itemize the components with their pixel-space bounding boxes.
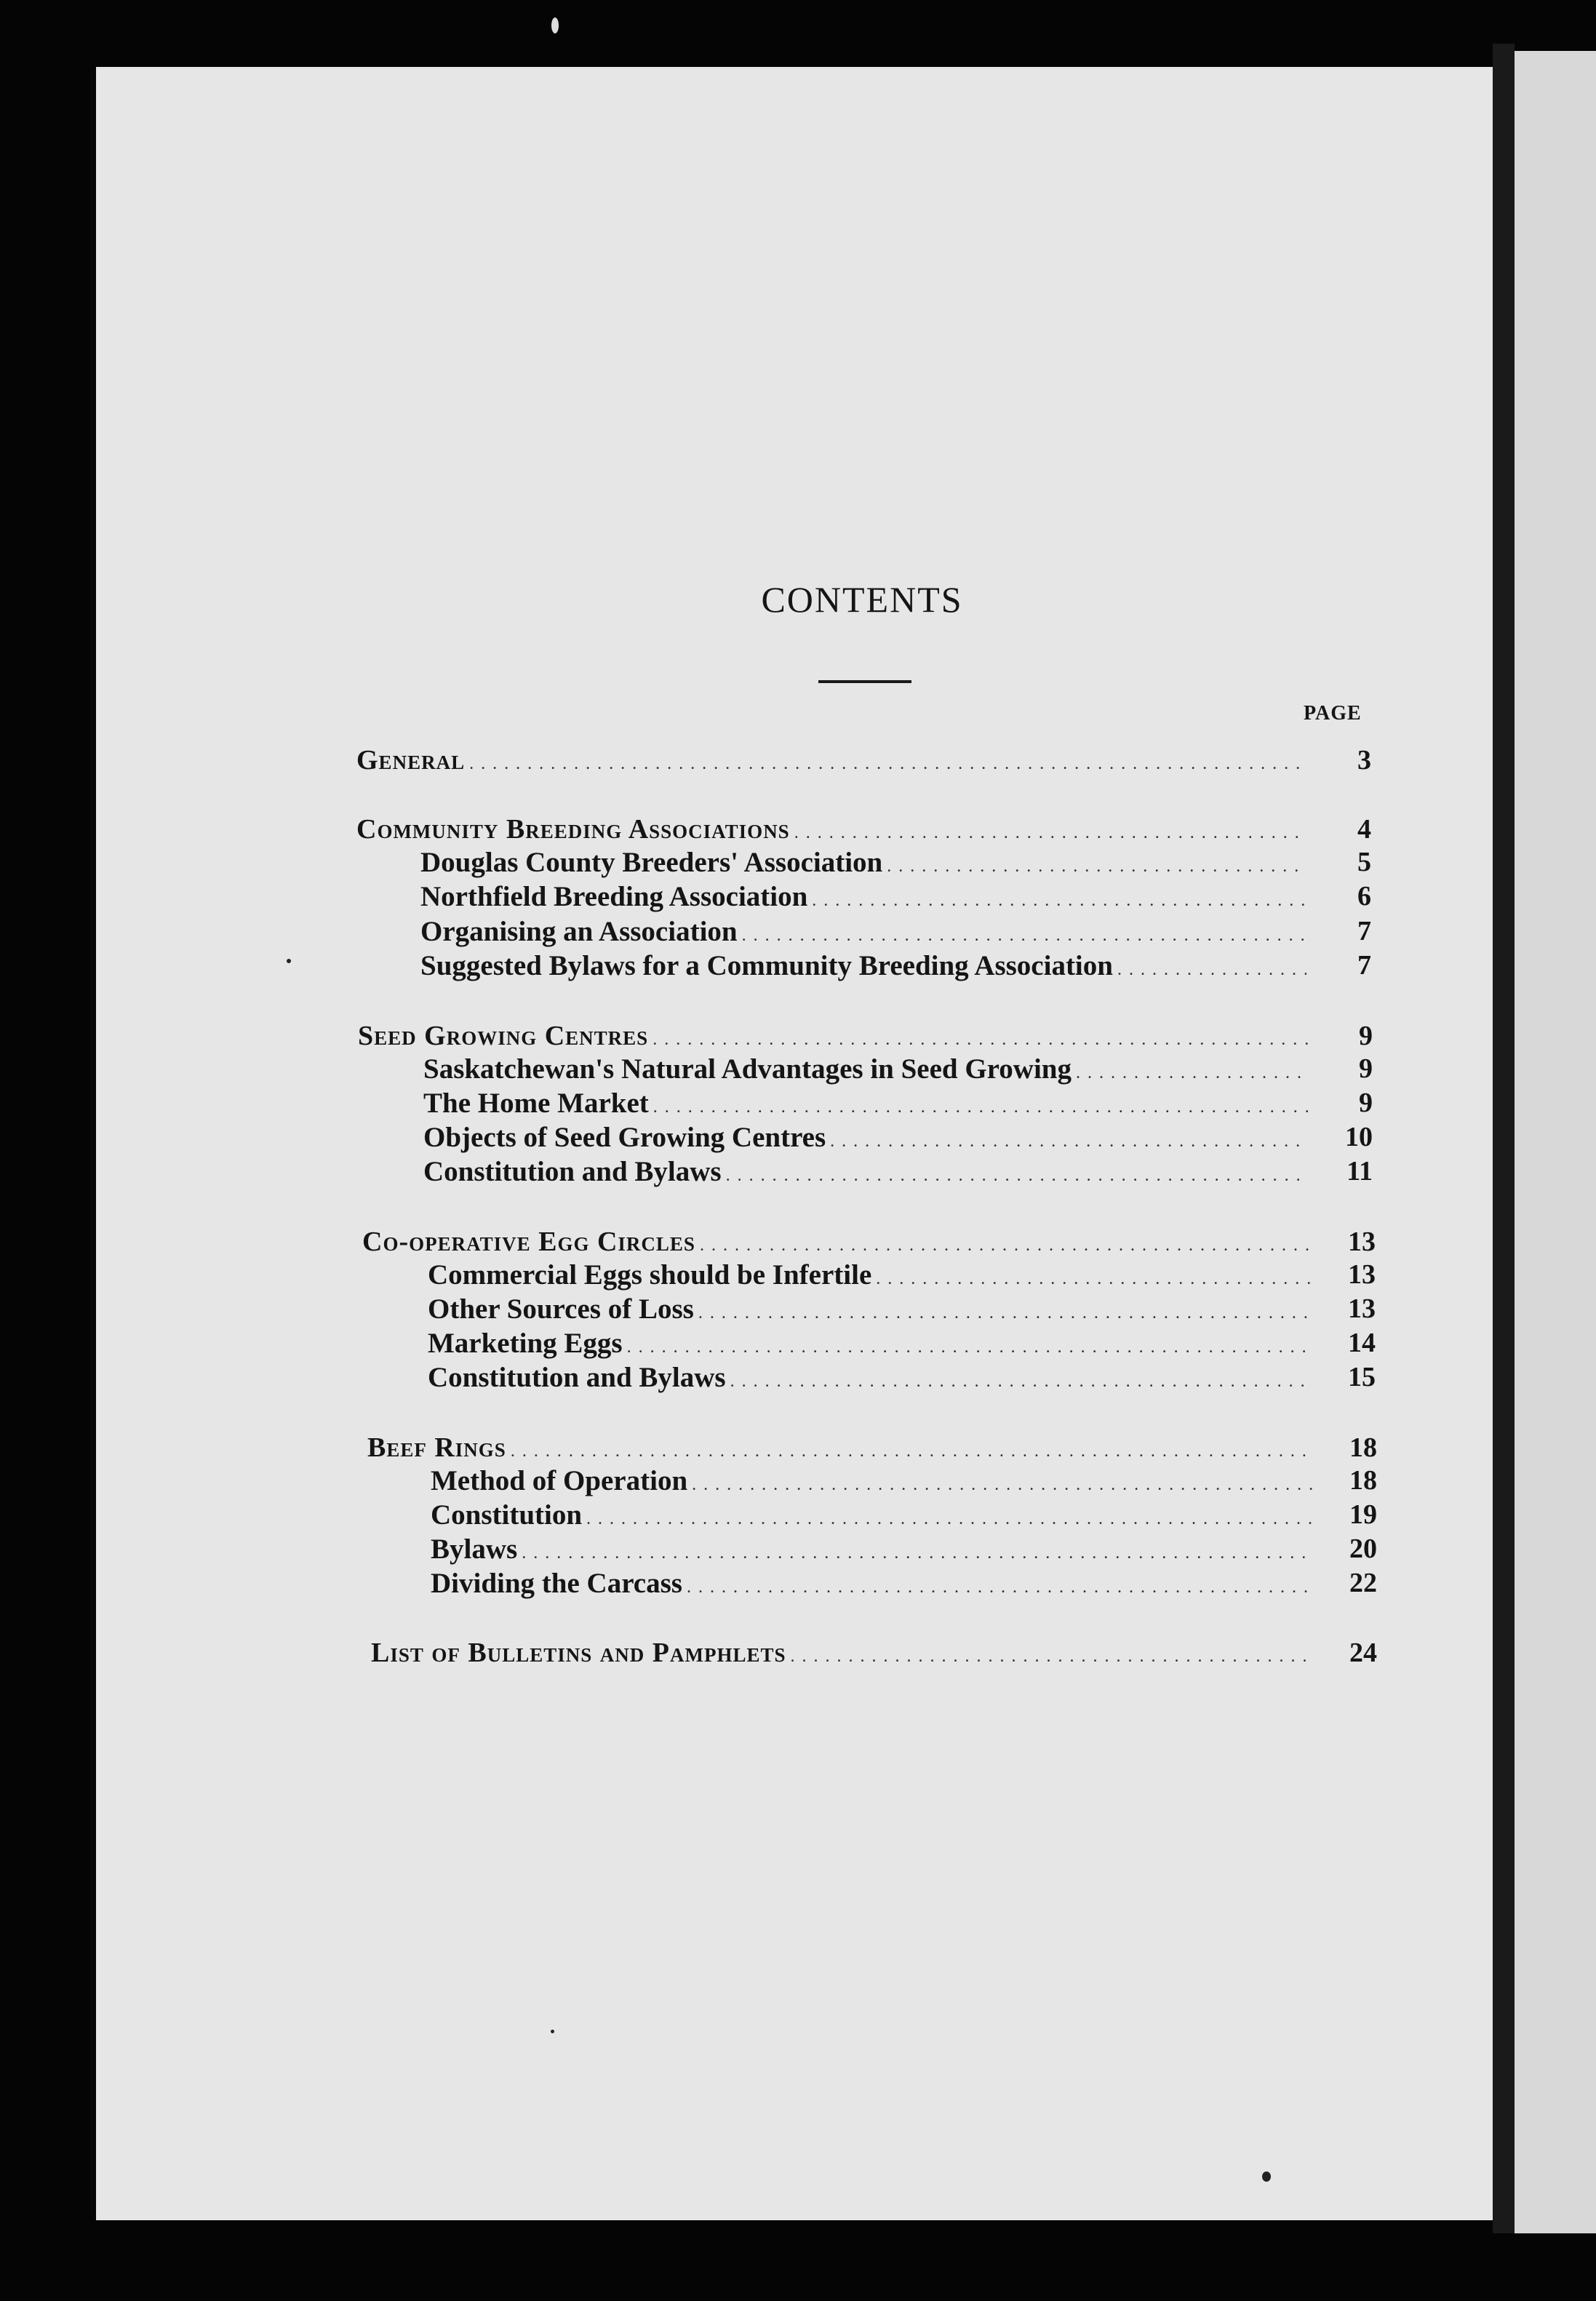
dot-leader: [700, 1236, 1311, 1256]
toc-entry-label: Objects of Seed Growing Centres: [423, 1122, 826, 1153]
toc-subentry[interactable]: [423, 1121, 1373, 1153]
dot-leader: [876, 1269, 1311, 1289]
dot-leader: [1076, 1064, 1308, 1083]
toc-subentry[interactable]: [423, 1053, 1373, 1085]
toc-entry-page: 5: [1357, 847, 1371, 877]
toc-subentry[interactable]: [431, 1499, 1377, 1531]
toc-entry-label: Bylaws: [431, 1534, 518, 1565]
book-spine: [1493, 44, 1515, 2233]
toc-entry-page: 19: [1349, 1499, 1377, 1530]
toc-entry-label: Saskatchewan's Natural Advantages in Seed Growing: [423, 1053, 1072, 1085]
dot-leader: [887, 857, 1306, 877]
toc-entry-label: Beef Rings: [367, 1432, 506, 1463]
toc-subentry[interactable]: [423, 1155, 1373, 1187]
toc-entry-page: 7: [1357, 916, 1371, 946]
toc-entry-label: Constitution and Bylaws: [428, 1362, 726, 1393]
dot-leader: [812, 891, 1306, 911]
toc-entry-label: Other Sources of Loss: [428, 1293, 694, 1325]
toc-subentry[interactable]: [428, 1293, 1376, 1325]
toc-entry-label: Douglas County Breeders' Association: [420, 847, 883, 878]
dot-leader: [698, 1304, 1311, 1323]
toc-entry-page: 7: [1357, 950, 1371, 981]
dot-leader: [830, 1132, 1308, 1152]
toc-subentry[interactable]: [428, 1327, 1376, 1359]
toc-entry-label: Organising an Association: [420, 916, 738, 947]
scan-speck: [1262, 2172, 1271, 2182]
toc-subentry[interactable]: [428, 1361, 1376, 1393]
toc-entry-general[interactable]: [356, 744, 1371, 776]
dot-leader: [627, 1338, 1311, 1357]
toc-subentry[interactable]: [431, 1567, 1377, 1599]
toc-entry-page: 15: [1348, 1362, 1376, 1392]
toc-entry-label: The Home Market: [423, 1088, 649, 1119]
page-column-header: PAGE: [1304, 702, 1362, 725]
dot-leader: [730, 1372, 1311, 1392]
toc-entry-page: 4: [1357, 814, 1371, 845]
toc-entry-page: 14: [1348, 1328, 1376, 1358]
toc-subentry[interactable]: [420, 915, 1371, 947]
dot-leader: [522, 1544, 1312, 1563]
toc-entry-label: Constitution and Bylaws: [423, 1156, 722, 1187]
page-title: CONTENTS: [761, 579, 963, 620]
toc-entry-page: 9: [1359, 1088, 1373, 1118]
toc-entry-label: Marketing Eggs: [428, 1328, 623, 1359]
toc-entry-page: 24: [1349, 1638, 1377, 1668]
scan-speck: [287, 959, 291, 963]
toc-subentry[interactable]: [431, 1533, 1377, 1565]
toc-entry-bulletins[interactable]: [371, 1637, 1377, 1669]
toc-entry-seed-growing[interactable]: [358, 1020, 1373, 1052]
dot-leader: [1117, 960, 1306, 980]
toc-entry-label: List of Bulletins and Pamphlets: [371, 1638, 786, 1668]
toc-entry-egg-circles[interactable]: [362, 1226, 1376, 1258]
facing-page-edge: [1515, 51, 1596, 2233]
toc-entry-page: 3: [1357, 745, 1371, 775]
toc-entry-label: Constitution: [431, 1499, 583, 1531]
toc-entry-label: Commercial Eggs should be Infertile: [428, 1259, 872, 1291]
dot-leader: [687, 1578, 1312, 1598]
toc-subentry[interactable]: [431, 1464, 1377, 1496]
toc-entry-label: Suggested Bylaws for a Community Breeding Association: [420, 950, 1113, 981]
toc-entry-page: 13: [1348, 1259, 1376, 1290]
toc-entry-page: 6: [1357, 881, 1371, 912]
dot-leader: [692, 1475, 1312, 1495]
toc-subentry[interactable]: [420, 880, 1371, 912]
toc-entry-page: 22: [1349, 1568, 1377, 1598]
toc-entry-community-breeding[interactable]: [356, 813, 1371, 845]
toc-entry-page: 18: [1349, 1432, 1377, 1463]
dot-leader: [653, 1098, 1308, 1117]
toc-entry-label: Method of Operation: [431, 1465, 688, 1496]
title-divider: [818, 680, 911, 683]
toc-entry-page: 13: [1348, 1227, 1376, 1257]
dot-leader: [791, 1647, 1313, 1667]
toc-entry-page: 10: [1345, 1122, 1373, 1152]
dot-leader: [469, 754, 1306, 774]
toc-entry-label: Co-operative Egg Circles: [362, 1227, 695, 1257]
toc-subentry[interactable]: [420, 949, 1371, 981]
toc-entry-label: Dividing the Carcass: [431, 1568, 682, 1599]
toc-entry-label: General: [356, 745, 466, 775]
dot-leader: [742, 926, 1306, 946]
toc-entry-page: 11: [1346, 1156, 1373, 1187]
dot-leader: [794, 824, 1306, 843]
toc-entry-page: 9: [1359, 1053, 1373, 1084]
toc-entry-page: 18: [1349, 1465, 1377, 1496]
toc-entry-page: 9: [1359, 1021, 1373, 1051]
dot-leader: [653, 1030, 1308, 1050]
dot-leader: [511, 1442, 1312, 1461]
dot-leader: [726, 1166, 1308, 1186]
toc-subentry[interactable]: [428, 1259, 1376, 1291]
toc-entry-label: Seed Growing Centres: [358, 1021, 649, 1051]
scan-speck: [551, 2030, 554, 2033]
toc-entry-page: 13: [1348, 1293, 1376, 1324]
toc-subentry[interactable]: [423, 1087, 1373, 1119]
dot-leader: [586, 1510, 1312, 1529]
toc-entry-beef-rings[interactable]: [367, 1432, 1377, 1464]
toc-entry-label: Northfield Breeding Association: [420, 881, 808, 912]
toc-entry-page: 20: [1349, 1534, 1377, 1564]
scan-speck: [551, 17, 559, 33]
toc-entry-label: Community Breeding Associations: [356, 814, 790, 845]
toc-subentry[interactable]: [420, 846, 1371, 878]
